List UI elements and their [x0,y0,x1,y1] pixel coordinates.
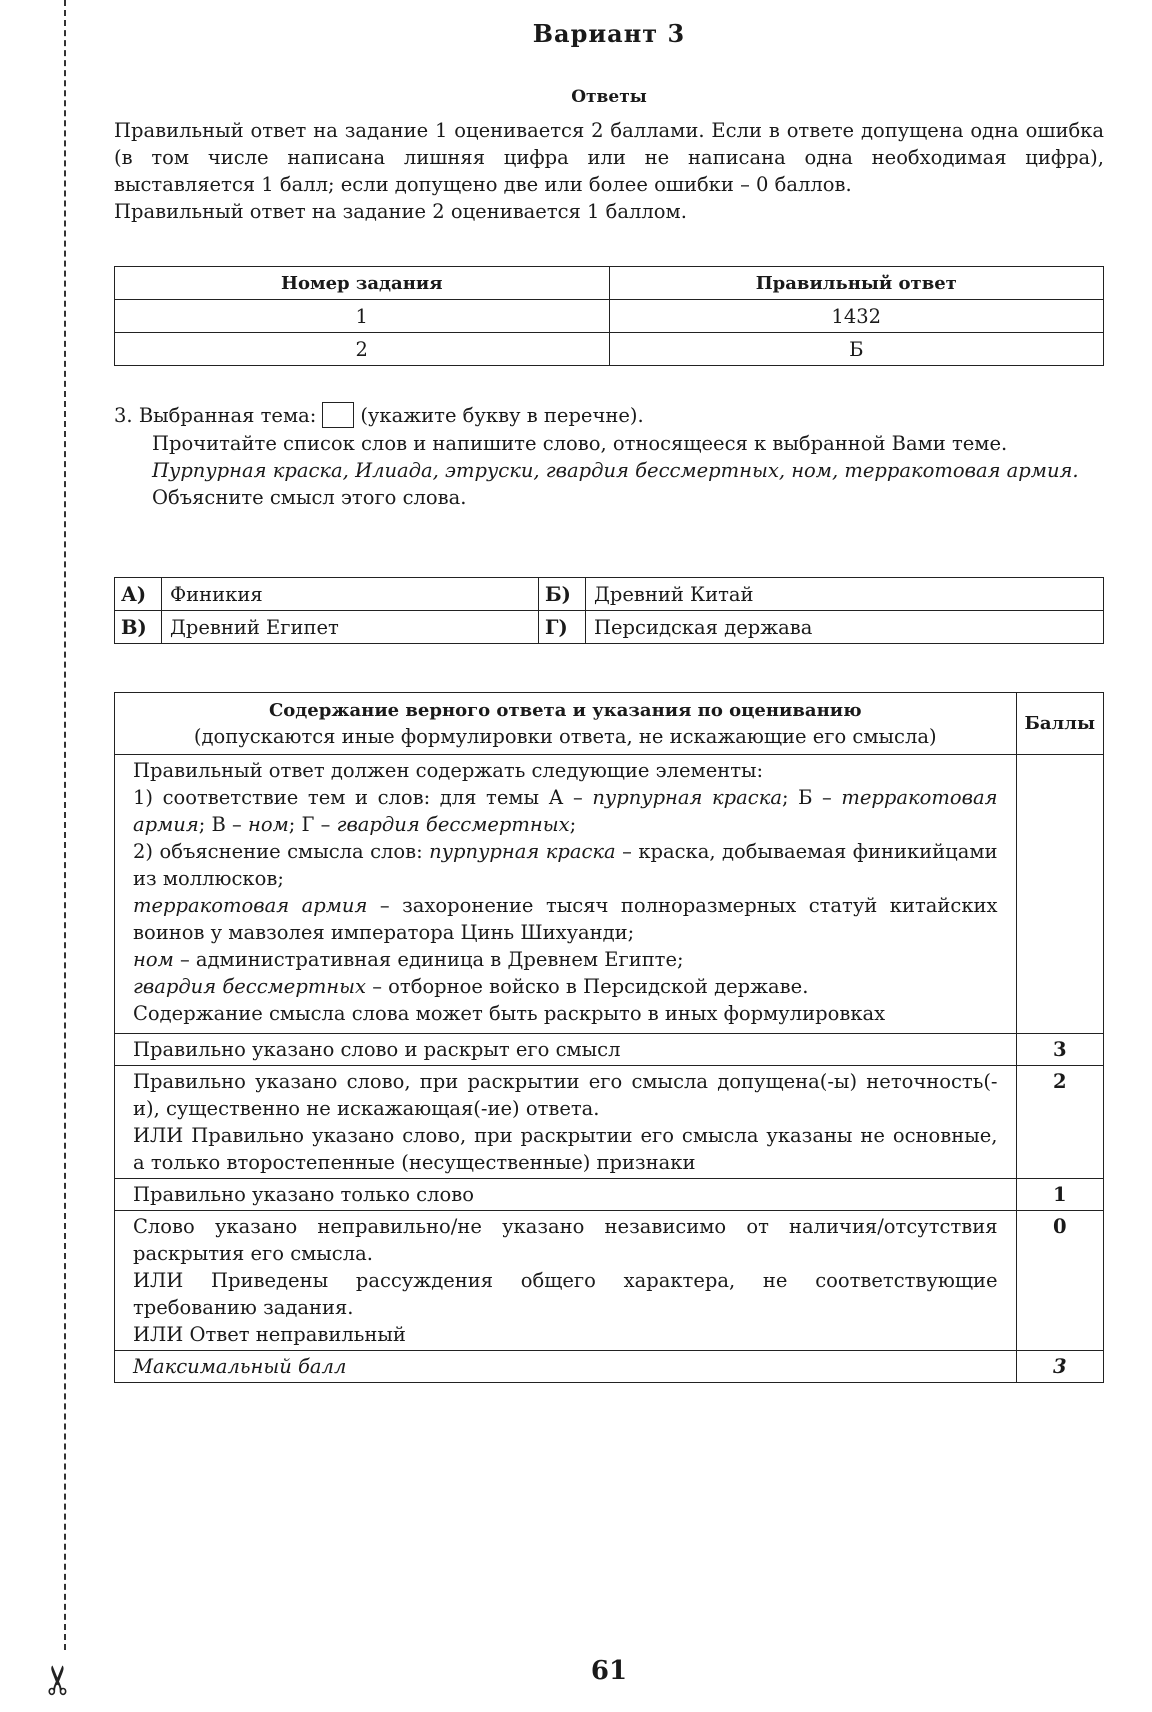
content-text: – краска, добываемая финикийцами из моллюсков; [133,840,998,890]
points-header-label: Баллы [1024,713,1095,734]
max-score-label: Максимальный балл [115,1351,1017,1383]
criteria-line: ИЛИ Правильно указано слово, при раскрытии его смысла указаны не основные, а только второстепенные (несущественные) признаки [133,1124,998,1174]
points-cell-empty [1016,755,1103,1034]
page-title: Вариант 3 [532,19,686,48]
criteria-header [115,693,1017,755]
table-cell: 1 [115,300,610,333]
cut-line [64,0,66,1650]
points-header [1016,693,1103,755]
content-text: ; В – [198,813,248,836]
table-row [115,578,1104,611]
table-cell: 2 [115,333,610,366]
content-line: Правильный ответ должен содержать следующие элементы: [133,759,764,782]
topic-answer-box[interactable] [322,402,354,428]
topics-table [114,577,1104,644]
scissors-icon: ✂ [35,1663,82,1697]
topic-key: В) [115,611,162,644]
criteria-text: Правильно указано слово и раскрыт его смысл [115,1034,1017,1066]
criteria-text: Правильно указано только слово [115,1179,1017,1211]
criteria-header-main: Содержание верного ответа и указания по оцениванию [268,700,862,721]
criteria-header-sub: (допускаются иные формулировки ответа, не искажающие его смысла) [193,725,937,748]
max-score-value: 3 [1016,1351,1103,1383]
criteria-line: Правильно указано слово, при раскрытии его смысла допущена(-ы) неточность(-и), существенно не искажающая(-ие) ответа. [133,1070,998,1120]
criteria-line: ИЛИ Ответ неправильный [133,1323,406,1346]
content-term: терракотовая армия [133,894,368,917]
criteria-row [115,1179,1104,1211]
criteria-content-row [115,755,1104,1034]
topic-name: Древний Египет [162,611,539,644]
content-text: ; Г – [288,813,337,836]
content-term: терракотовая армия [133,786,998,836]
task-3-instruction: Прочитайте список слов и напишите слово, относящееся к выбранной Вами теме. [152,431,1008,455]
content-term: гвардия бессмертных [133,975,367,998]
points-cell: 1 [1016,1179,1103,1211]
table-header: Правильный ответ [609,267,1104,300]
answers-table [114,266,1104,366]
content-term: пурпурная краска [592,786,782,809]
table-cell: Б [609,333,1104,366]
content-text: ; Б – [781,786,842,809]
points-cell: 3 [1016,1034,1103,1066]
topic-name: Финикия [162,578,539,611]
task-3-words: Пурпурная краска, Илиада, этруски, гвардия бессмертных, ном, терракотовая армия. [152,458,1079,482]
criteria-text [115,1211,1017,1351]
table-row [115,611,1104,644]
task-3-prompt [114,402,1104,430]
content-text: 1) соответствие тем и слов: для темы А – [133,786,593,809]
table-cell: 1432 [609,300,1104,333]
page-number: 61 [590,1656,628,1686]
content-term: пурпурная краска [429,840,616,863]
max-score-row [115,1351,1104,1383]
content-text: 2) объяснение смысла слов: [133,840,430,863]
intro-paragraph-1: Правильный ответ на задание 1 оценивается 2 баллами. Если в ответе допущена одна ошибка (в том числе написана лишняя цифра или не написана одна необходимая цифра), выставляется 1 балл; если допущено две или более ошибки – 0 баллов. [114,119,1104,196]
page-subtitle: Ответы [571,87,647,107]
points-cell: 2 [1016,1066,1103,1179]
criteria-row [115,1066,1104,1179]
content-text: – административная единица в Древнем Египте; [173,948,684,971]
chosen-topic-hint: (укажите букву в перечне). [360,404,644,427]
criteria-content [115,755,1017,1034]
points-cell: 0 [1016,1211,1103,1351]
content-term: ном [133,948,174,971]
topic-key: Г) [539,611,586,644]
criteria-header-row [115,693,1104,755]
chosen-topic-label: Выбранная тема: [138,404,317,427]
content-text: – отборное войско в Персидской державе. [366,975,809,998]
topic-name: Древний Китай [586,578,1104,611]
content-text: – захоронение тысяч полноразмерных статуй китайских воинов у мавзолея императора Цинь Шихуанди; [133,894,998,944]
task-3-explain: Объясните смысл этого слова. [152,485,467,509]
task-3 [114,402,1104,511]
table-row [115,333,1104,366]
intro [114,117,1104,225]
criteria-text [115,1066,1017,1179]
content-term: ном [248,813,289,836]
topic-key: А) [115,578,162,611]
criteria-line: Слово указано неправильно/не указано независимо от наличия/отсутствия раскрытия его смысла. [133,1215,998,1265]
content-line: Содержание смысла слова может быть раскрыто в иных формулировках [133,1002,886,1025]
criteria-row [115,1034,1104,1066]
criteria-row [115,1211,1104,1351]
content-term: гвардия бессмертных [336,813,570,836]
intro-paragraph-2: Правильный ответ на задание 2 оценивается 1 баллом. [114,200,687,223]
criteria-line: ИЛИ Приведены рассуждения общего характера, не соответствующие требованию задания. [133,1269,998,1319]
topic-key: Б) [539,578,586,611]
table-row [115,300,1104,333]
content-text: ; [569,813,577,836]
task-number: 3. [114,404,133,427]
topic-name: Персидская держава [586,611,1104,644]
criteria-table [114,692,1104,1383]
table-header-row [115,267,1104,300]
table-header: Номер задания [115,267,610,300]
